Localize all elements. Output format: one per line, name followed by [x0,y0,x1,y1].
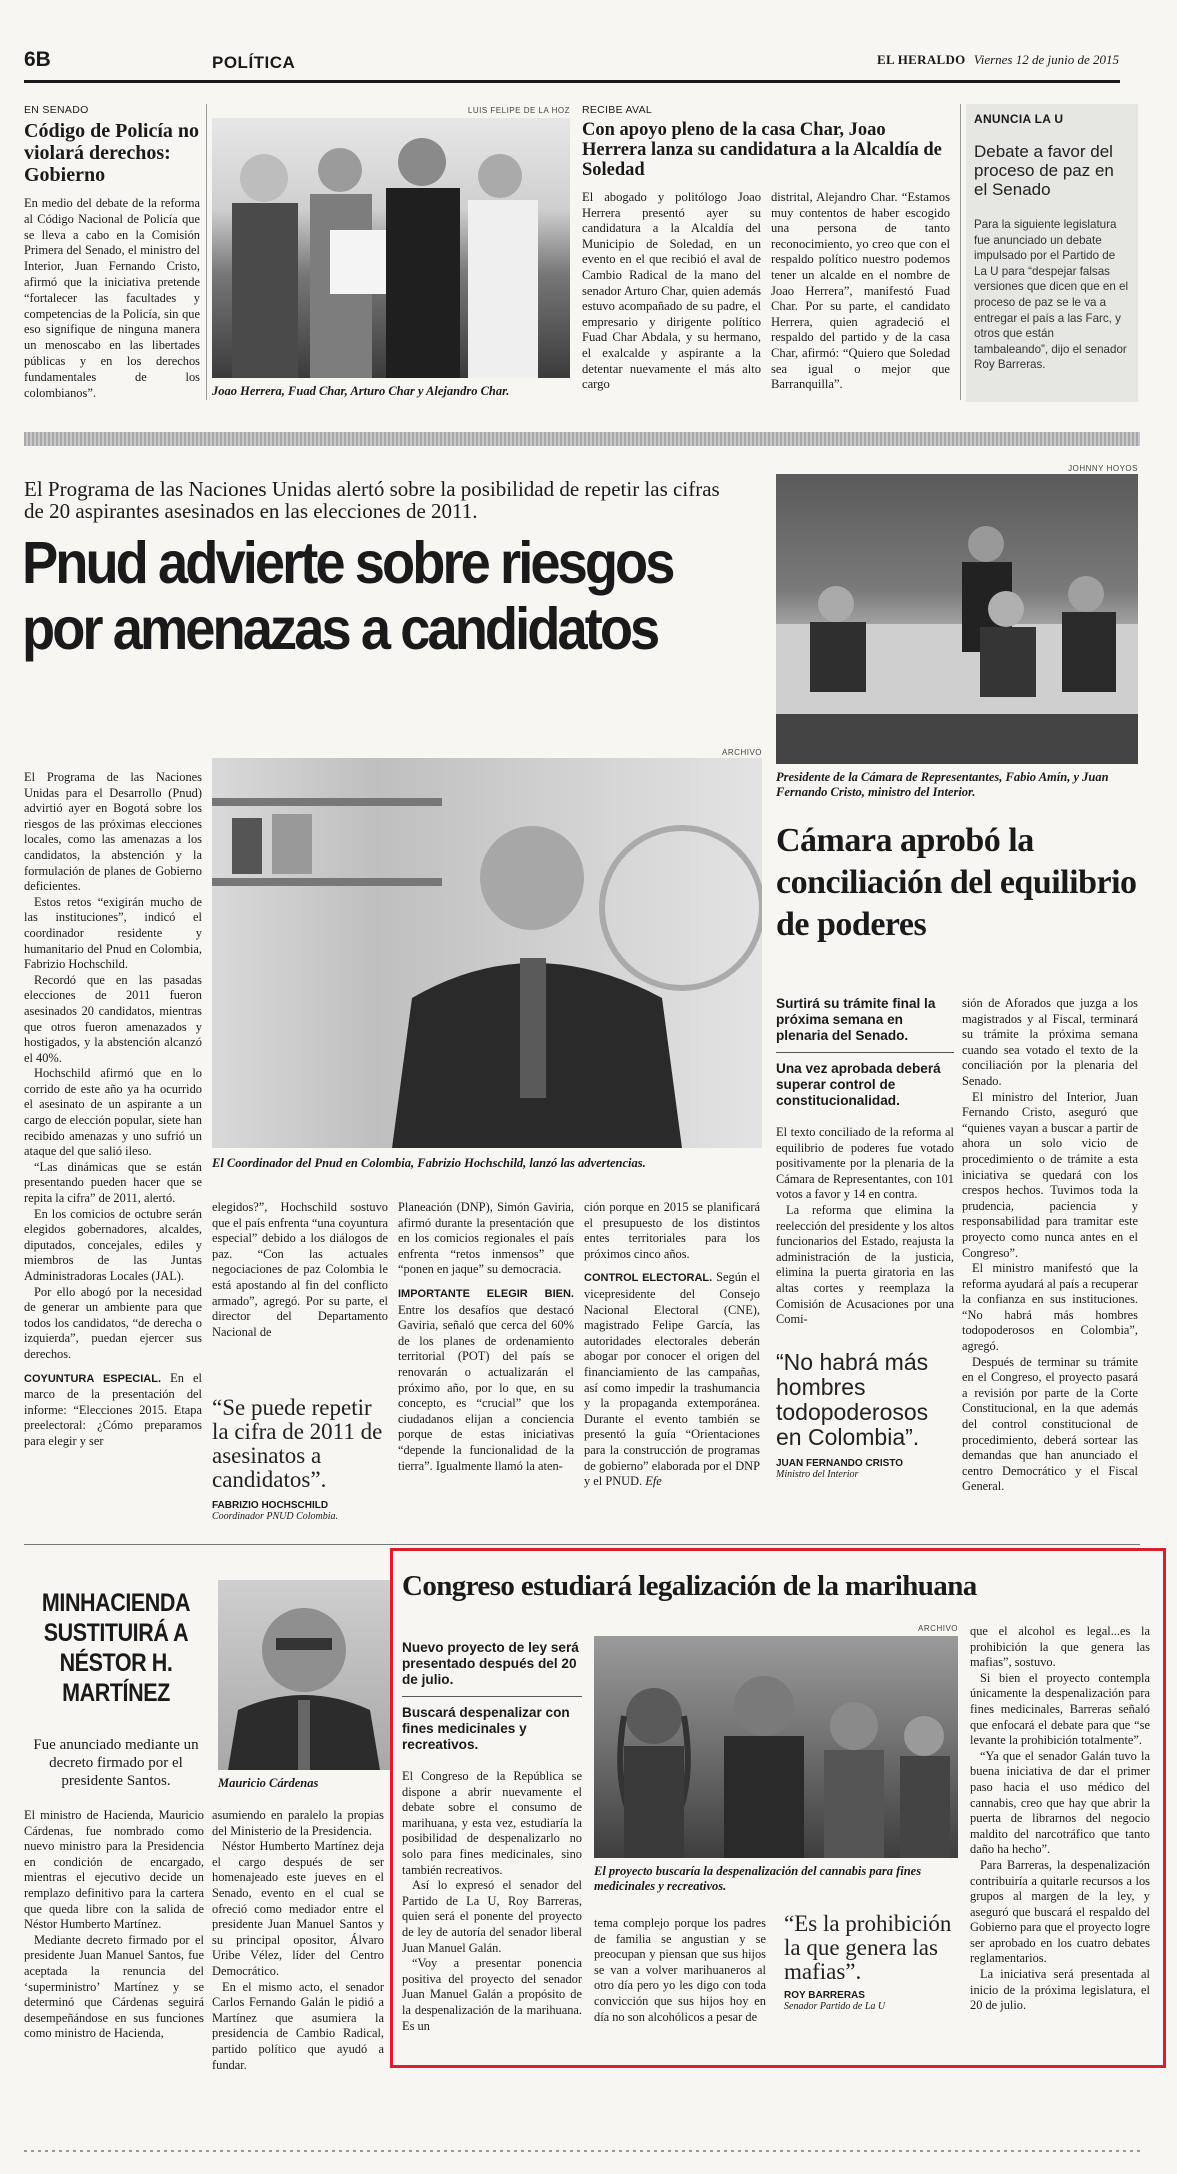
pnud-photo-figure [212,758,762,1148]
pnud-col1-p6: En los comicios de octubre serán elegidos gobernadores, alcaldes, diputados, concejales, ediles y miembros de las Juntas Administradoras Locales (JAL). [24,1206,202,1283]
date: Viernes 12 de junio de 2015 [973,52,1119,67]
divider [960,104,961,400]
camara-caption: Presidente de la Cámara de Representantes, Fabio Amín, y Juan Fernando Cristo, ministro del Interior. [776,770,1109,799]
anuncia-body: Para la siguiente legislatura fue anunciado un debate impulsado por el Partido de La U para “despejar falsas versiones que dicen que en el proceso de paz se le va a entregar el país a las Farc, y otros que están tambaleando”, dijo el senador Roy Barreras. [974,218,1129,372]
pnud-col1-p4: Hochschild afirmó que en lo corrido de este año ya ha ocurrido el asesinato de un aspirante a un cargo de elección popular, siete han recibido amenazas y uno sufrió un ataque del que salió ileso. [24,1066,202,1159]
pnud-col4 [584,1200,760,1490]
marihuana-col3-p3: “Ya que el senador Galán tuvo la buena iniciativa de dar el primer paso hacia el uso médico del cannabis, creo que hay que abrir la puerta de librarnos del negocio maldito del narcotráfico que tanto daño ha hecho”. [970,1748,1150,1857]
pnud-quote-text: “Se puede repetir la cifra de 2011 de asesinatos a candidatos”. [212,1395,383,1492]
herrera-photo [212,118,570,378]
divider [206,104,207,400]
camara-col2-p1: sión de Aforados que juzga a los magistrados y al Fiscal, terminará su trámite la próxima semana cuando sea votado el texto de la conciliación por la plenaria del Senado. [962,996,1138,1088]
marihuana-col3-p4: Para Barreras, la despenalización contribuiría a quitarle recursos a los grupos al margen de la ley, y aseguró que buscará el respaldo del Gobierno para que el proyecto logre ser aprobado en los cuatro debates reglamentarios. [970,1857,1150,1966]
marihuana-photo [594,1636,958,1858]
camara-col2 [962,996,1138,1495]
section-title: POLÍTICA [212,53,296,72]
marihuana-col2: tema complejo porque los padres de familia se angustian y se preocupan y piensan que sus hijos se van a volver marihuaneros al otro día pero yo les digo con toda convicción que sus hijos hoy en día no son alcohólicos a pesar de [594,1916,766,2024]
minhacienda-photo-figure [218,1580,390,1770]
anuncia-headline: Debate a favor del proceso de paz en el Senado [974,142,1114,199]
minhacienda-col2 [212,1808,384,2073]
marihuana-col1-p2: Así lo expresó el senador del Partido de La U, Roy Barreras, quien será el ponente del proyecto de ley de autoría del senador liberal Juan Manuel Galán. [402,1878,582,1955]
senado-body: En medio del debate de la reforma al Código Nacional de Policía que se lleva a cabo en la Comisión Primera del Senado, el ministro del Interior, Juan Fernando Cristo, afirmó que la iniciativa pretende “fortalecer las facultades y competencias de la Policía, sin que eso signifique de ninguna manera un menoscabo en las libertades públicas y en los derechos fundamentales de los colombianos”. [24,196,200,400]
camara-sub2: Una vez aprobada deberá superar control de constitucionalidad. [776,1061,941,1108]
pnud-headline-line1: Pnud advierte sobre riesgos [22,530,673,596]
senado-kicker: EN SENADO [24,104,89,116]
marihuana-photo-credit: ARCHIVO [918,1624,958,1633]
herrera-photo-credit: LUIS FELIPE DE LA HOZ [467,106,570,115]
camara-photo-figures [776,474,1138,764]
page-number: 6B [24,48,51,71]
minhacienda-deck: Fue anunciado mediante un decreto firmado por el presidente Santos. [33,1737,199,1789]
herrera-col1: El abogado y politólogo Joao Herrera presentó ayer su candidatura a la Alcaldía del Municipio de Soledad, en un evento en el que recibió el aval de Cambio Radical de la mano del senador Arturo Char, quien además estuvo acompañado de su padre, el empresario y dirigente político Fuad Char Abdala, y su hermano, el exalcalde y aspirante a la detentar nuevamente el más alto cargo [582,190,761,392]
herrera-col2: distrital, Alejandro Char. “Estamos muy contentos de haber escogido una persona de tanto reconocimiento, yo creo que con el respaldo político nuestro podemos tener un alcalde en el nombre de Joao Herrera”, manifestó Fuad Char. Por su parte, el candidato Herrera, quien agradeció el respaldo del partido y de la casa Char, afirmó: “Quiero que Soledad sea igual o mejor que Barranquilla”. [771,190,950,392]
anuncia-box [966,104,1138,402]
camara-col2-p3: El ministro manifestó que la reforma ayudará al país a recuperar la confianza en sus instituciones. “No habrá más hombres todopoderosos en Colombia”, agregó. [962,1261,1138,1354]
senado-story [24,104,200,401]
pnud-col4-source: Efe [645,1474,662,1489]
camara-quote-name: JUAN FERNANDO CRISTO [776,1457,904,1469]
pnud-photo [212,758,762,1148]
minhacienda-photo [218,1580,390,1770]
date-line [877,52,1119,68]
camara-quote-role: Ministro del Interior [776,1468,859,1480]
pnud-col1-p5: “Las dinámicas que se están presentando pueden hacer que se repita la cifra” de 2011, alertó. [24,1159,202,1206]
camara-quote-text: “No habrá más hombres todopoderosos en Colombia”. [776,1348,929,1450]
pnud-col3-tail: Entre los desafíos que destacó Gaviria, señaló que cerca del 60% de los planes de ordenamiento territorial (POT) del país se renovarán o actualizarán el próximo año, por lo que, en su concepto, es “crucial” que los ciudadanos elijan a conciencia porque de estas iniciativas “depende la funcionalidad de la tierra”. Igualmente llamó la aten- [398,1302,574,1473]
pnud-col4-tail: Según el vicepresidente del Consejo Nacional Electoral (CNE), magistrado Felipe García, las autoridades electorales deberán abogar por conocer el origen del financiamiento de las campañas, así como impedir la trashumancia y la propaganda extemporánea. Durante el evento también se presentó la guía “Orientaciones para la construcción de programas de gobierno” elaborada por el DNP y el PNUD. [584,1270,760,1489]
marihuana-quote-role: Senador Partido de La U [784,2001,886,2012]
pnud-headline [22,530,703,662]
pnud-col2: elegidos?”, Hochschild sostuvo que el país enfrenta “una coyuntura especial” debido a los diálogos de paz. “Con las actuales negociaciones de paz Colombia le está apostando al fin del conflicto armado”, agregó. Por su parte, el director del Departamento Nacional de [212,1200,388,1339]
camara-col2-p4: Después de terminar su trámite en el Congreso, el proyecto pasará a revisión por parte de la Corte Constitucional, en la que además del control constitucional de procedimiento, deberá sortear las demandas que han anunciado el centro Democrático y el Fiscal General. [962,1354,1138,1494]
marihuana-col3-p5: La iniciativa será presentada al inicio de la próxima legislatura, el 20 de julio. [970,1967,1150,2013]
pnud-col1-tail: En el marco de la presentación del informe: “Elecciones 2015. Etapa preelectoral: ¿Cómo preparamos para elegir y ser [24,1370,202,1448]
pnud-col1-p7: Por ello abogó por la necesidad de generar un ambiente para que todos los candidatos, “de derecha o izquierda”, puedan ejercer sus derechos. [24,1284,202,1361]
marihuana-col3 [970,1624,1150,2014]
pnud-caption: El Coordinador del Pnud en Colombia, Fabrizio Hochschild, lanzó las advertencias. [212,1156,646,1170]
herrera-story [582,104,950,393]
pnud-photo-credit: ARCHIVO [722,748,762,757]
camara-left [776,996,954,1480]
minhacienda-col1-p1: El ministro de Hacienda, Mauricio Cárdenas, fue nombrado como nuevo ministro para la Presidencia en condición de encargado, mientras el ejecutivo decide un remplazo definitivo para la cartera que queda libre con la salida de Néstor Humberto Martínez. [24,1808,204,1932]
herrera-caption: Joao Herrera, Fuad Char, Arturo Char y Alejandro Char. [212,384,510,398]
marihuana-photo-figures [594,1636,958,1858]
marihuana-quote [784,1912,958,2012]
pnud-sub-control: CONTROL ELECTORAL. [584,1272,713,1285]
marihuana-quote-text: “Es la prohibición la que genera las mafias”. [784,1911,952,1984]
pnud-sub-importante: IMPORTANTE ELEGIR BIEN. [398,1287,574,1300]
pnud-quote [212,1396,388,1522]
pnud-quote-name: FABRIZIO HOCHSCHILD [212,1500,329,1511]
minhacienda-headline: MINHACIENDA SUSTITUIRÁ A NÉSTOR H. MARTÍNEZ [41,1589,191,1707]
marihuana-quote-name: ROY BARRERAS [784,1990,865,2001]
minhacienda-caption: Mauricio Cárdenas [218,1776,319,1790]
pnud-sub-coyuntura: COYUNTURA ESPECIAL. [24,1372,162,1385]
pnud-col3 [398,1200,574,1474]
marihuana-left [402,1640,582,2034]
marihuana-sub1: Nuevo proyecto de ley será presentado después del 20 de julio. [402,1640,579,1687]
marihuana-caption: El proyecto buscaría la despenalización del cannabis para fines medicinales y recreativos. [594,1864,922,1893]
anuncia-kicker: ANUNCIA LA U [974,112,1064,126]
camara-col2-p2: El ministro del Interior, Juan Fernando Cristo, aseguró que “quienes vayan a buscar a partir de ahora un solo vicio de procedimiento o de trámite a esta iniciativa se quedará con los crespos hechos. Tuvimos toda la prudencia, paciencia y responsabilidad para tramitar este proyecto como nunca antes en el Congreso”. [962,1089,1138,1260]
pnud-quote-role: Coordinador PNUD Colombia. [212,1511,339,1522]
pnud-headline-line2: por amenazas a candidatos [22,596,658,662]
pnud-col1-p1: El Programa de las Naciones Unidas para el Desarrollo (Pnud) advirtió ayer en Bogotá sobre los riesgos de las próximas elecciones locales, como las amenazas a los candidatos, la abstención y la formulación de planes de Gobierno deficientes. [24,770,202,894]
minhacienda-col2-p1: asumiendo en paralelo la propias del Ministerio de la Presidencia. [212,1808,384,1838]
camara-sub1: Surtirá su trámite final la próxima semana en plenaria del Senado. [776,996,936,1043]
camara-col1-p2: La reforma que elimina la reelección del presidente y los altos funcionarios del Estado, reajusta la administración de la justicia, elimina la puerta giratoria en las altas cortes y reemplaza la Comisión de Acusaciones por una Comi- [776,1202,954,1327]
pnud-col1-p2: Estos retos “exigirán mucho de las instituciones”, indicó el coordinador residente y humanitario del Pnud en Colombia, Fabrizio Hochschild. [24,894,202,972]
pnud-deck: El Programa de las Naciones Unidas alertó sobre la posibilidad de repetir las cifras de 20 aspirantes asesinados en las elecciones de 2011. [24,477,720,523]
minhacienda-col2-p3: En el mismo acto, el senador Carlos Fernando Galán le pidió a Martínez que asumiera la presidencia de Cambio Radical, partido político que ayudó a fundar. [212,1979,384,2072]
masthead-rule [24,80,1120,83]
marihuana-col1-p1: El Congreso de la República se dispone a abrir nuevamente el debate sobre el consumo de marihuana, y esta vez, estudiaría la posibilidad de despenalizarlo no solo para fines medicinales, sino también recreativos. [402,1769,582,1877]
camara-col1-p1: El texto conciliado de la reforma al equilibrio de poderes fue votado positivamente por la plenaria de la Cámara de Representantes, con 101 votos a favor y 14 en contra. [776,1125,954,1202]
marihuana-sub2: Buscará despenalizar con fines medicinales y recreativos. [402,1705,570,1752]
camara-headline: Cámara aprobó la conciliación del equilibrio de poderes [776,822,1137,943]
marihuana-headline: Congreso estudiará legalización de la marihuana [402,1570,977,1602]
pnud-col4-p1: ción porque en 2015 se planificará el presupuesto de los distintos entes territoriales para los próximos cinco años. [584,1200,760,1261]
page-bottom-rule [24,2150,1140,2152]
pnud-col1-p3: Recordó que en las pasadas elecciones de 2011 fueron asesinados 20 candidatos, mientras que otros fueron amenazados y hostigados, y la abstención alcanzó el 40%. [24,972,202,1065]
pnud-col3-p1: Planeación (DNP), Simón Gaviria, afirmó durante la presentación que en los comicios regionales el país enfrenta “retos inmensos” que “ponen en jaque” su democracia. [398,1200,574,1277]
herrera-kicker: RECIBE AVAL [582,104,653,116]
paper-name: EL HERALDO [876,52,966,67]
herrera-photo-figures [212,118,570,378]
minhacienda-col1 [24,1808,204,2042]
senado-headline: Código de Policía no violará derechos: Gobierno [24,120,200,186]
camara-photo [776,474,1138,764]
marihuana-col3-p1: que el alcohol es legal...es la prohibición la que genera las mafias”, sostuvo. [970,1624,1150,1670]
minhacienda-col1-p2: Mediante decreto firmado por el presidente Juan Manuel Santos, fue aceptada la renuncia del ‘superministro’ Martínez y se determinó que Cárdenas seguirá desempeñándose en sus funciones como ministro de Hacienda, [24,1932,204,2041]
marihuana-col1-p3: “Voy a presentar ponencia positiva del proyecto del senador Juan Manuel Galán a propósito de la despenalización de la marihuana. Es un [402,1956,582,2033]
pnud-col1 [24,770,202,1450]
camara-quote [776,1350,954,1480]
marihuana-col3-p2: Si bien el proyecto contempla únicamente la despenalización para fines medicinales, Barreras señaló que enfocará el debate para que “se levante la prohibición totalmente”. [970,1670,1150,1748]
herrera-headline: Con apoyo pleno de la casa Char, Joao Herrera lanza su candidatura a la Alcaldía de Soledad [582,120,942,180]
minhacienda-col2-p2: Néstor Humberto Martínez deja el cargo después de ser homenajeado este jueves en el Senado, evento en el cual se ofreció como mediador entre el presidente Juan Manuel Santos y su principal opositor, Álvaro Uribe Vélez, líder del Centro Democrático. [212,1839,384,1978]
section-divider-bar [24,432,1140,446]
divider [24,1544,1140,1545]
camara-photo-credit: JOHNNY HOYOS [1068,464,1138,473]
